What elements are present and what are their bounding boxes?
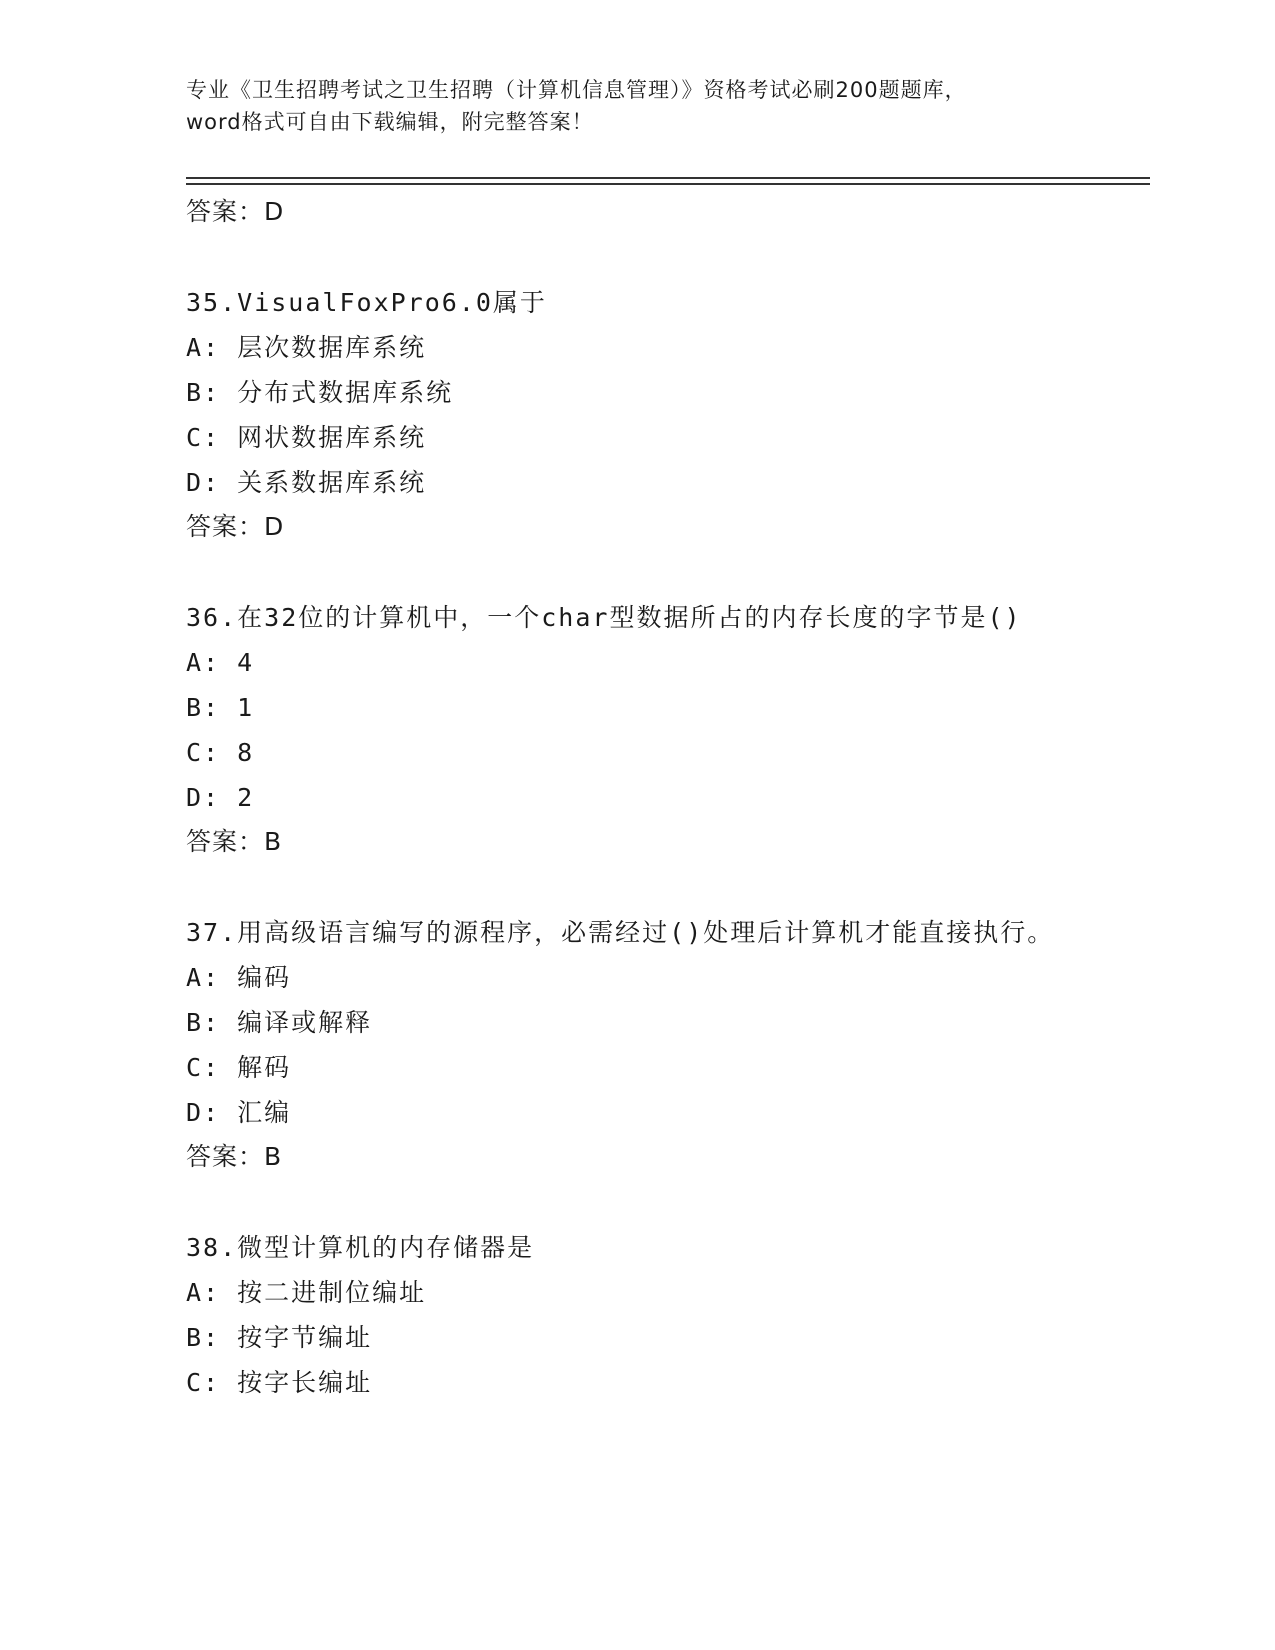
question-text: 35.VisualFoxPro6.0属于 [186,288,547,317]
option-d: D: 2 [186,783,255,812]
option-d: D: 关系数据库系统 [186,468,427,497]
option-a: A: 编码 [186,963,292,992]
option-c: C: 网状数据库系统 [186,423,427,452]
question-35 [186,280,1086,549]
option-c: C: 按字长编址 [186,1368,373,1397]
header-divider-top [186,177,1150,179]
question-37 [186,910,1086,1179]
option-c: C: 8 [186,738,255,767]
option-b: B: 1 [186,693,255,722]
answer: 答案：B [186,827,283,856]
question-text: 36.在32位的计算机中，一个char型数据所占的内存长度的字节是() [186,603,1022,632]
question-list [186,190,1086,1405]
header-divider-bottom [186,183,1150,185]
header-line-1: 专业《卫生招聘考试之卫生招聘（计算机信息管理）》资格考试必刷200题题库， [186,78,967,102]
option-c: C: 解码 [186,1053,292,1082]
option-a: A: 4 [186,648,255,677]
option-d: D: 汇编 [186,1098,292,1127]
question-38 [186,1225,1086,1405]
option-b: B: 编译或解释 [186,1008,373,1037]
question-text: 37.用高级语言编写的源程序，必需经过()处理后计算机才能直接执行。 [186,918,1055,947]
header-line-2: word格式可自由下载编辑，附完整答案！ [186,110,594,134]
question-text: 38.微型计算机的内存储器是 [186,1233,535,1262]
option-b: B: 分布式数据库系统 [186,378,454,407]
answer: 答案：D [186,512,285,541]
option-a: A: 按二进制位编址 [186,1278,427,1307]
option-b: B: 按字节编址 [186,1323,373,1352]
option-a: A: 层次数据库系统 [186,333,427,362]
document-header [186,74,1086,138]
question-36 [186,595,1086,864]
answer: 答案：B [186,1142,283,1171]
previous-answer: 答案：D [186,197,285,226]
